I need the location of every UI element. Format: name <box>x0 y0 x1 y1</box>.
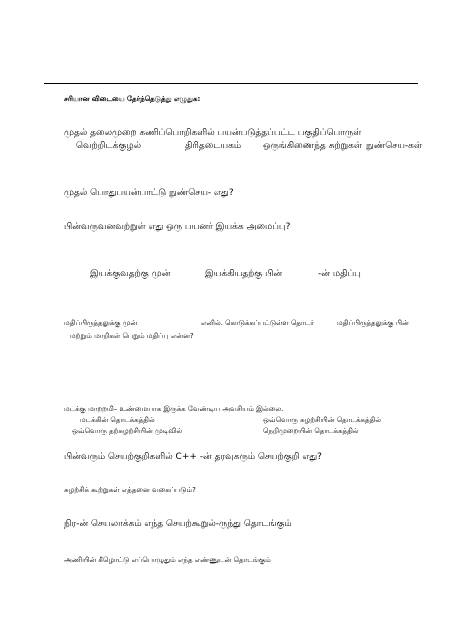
question-6: பின்வரும் செயற்குறிகளில் C++ -ன் தரவுகரும் செயற்குறி எது? <box>64 452 322 462</box>
q1-option-3: ஒருங்கிணைந்த சுற்றுகள் <box>263 141 363 151</box>
q3-option-3: -ன் மதிப்பு <box>318 269 361 279</box>
q4-part-2: எனில். கொடுக்கப்பட்டுள்ள தொடர் <box>201 319 314 327</box>
question-5: மடக்கு மாறறமி– உண்மையாக இருக்க வேண்டிய அவசியம் இல்லை. <box>64 405 284 413</box>
q3-option-2: இயக்கியதற்கு பின் <box>205 269 283 279</box>
q1-option-2: திரிதடையகம் <box>185 141 242 151</box>
question-2: முதல் பொதுபயன்பாட்டு நுண்செய- எது? <box>64 188 234 198</box>
q5-option-2: ஒவ்வொரு சுழற்சியின் தொடக்கத்தில் <box>263 416 382 424</box>
question-9: அணியின் கீழொட்டு எப்பொழுதும் எந்த எண்ணுடன் தொடங்கும் <box>64 556 271 564</box>
horizontal-rule <box>44 83 418 84</box>
q5-option-3: ஒவ்வொரு தற்சுழற்சியின் முடிவில் <box>72 427 183 435</box>
q1-option-1: வெற்றிடக்குழல் <box>76 141 142 151</box>
question-7: சுழற்சிக் கூற்றுகள் எத்தனை வகைப்படும்? <box>64 486 196 494</box>
q4-line-2: மற்றும் மாறிகள் பெறும் மதிப்பு என்ன? <box>70 332 194 340</box>
question-8: நிர-ன் செயலாக்கம் எந்த செயற்கூறுல்-ருந்து தொடங்கும் <box>64 519 292 529</box>
q4-part-1: மதிப்பிருத்தலுக்கு முன் <box>64 319 138 327</box>
q1-option-4: நுண்செய-கள் <box>366 141 423 151</box>
q3-option-1: இயக்குவதற்கு முன் <box>90 269 171 279</box>
instruction-heading: சரியான விடையை தேர்ந்தெடுத்து எழுதுக: <box>64 95 201 103</box>
question-3: பின்வருவனவற்றுள் எது ஒரு பயனர் இயக்க அமைப்பு? <box>64 222 291 232</box>
q4-part-3: மதிப்பிருத்தலுக்கு பின் <box>337 319 409 327</box>
q5-option-4: நெறிமுறையின் தொடக்கத்தில் <box>263 427 359 435</box>
q5-option-1: மடக்கின் தொடக்கத்தில் <box>80 416 155 424</box>
question-1: முதல் தலைமுறை கணிப்பொறிகளில் பயன்படுத்தப்பட்ட பகுதிப்பொருள் <box>64 128 362 138</box>
